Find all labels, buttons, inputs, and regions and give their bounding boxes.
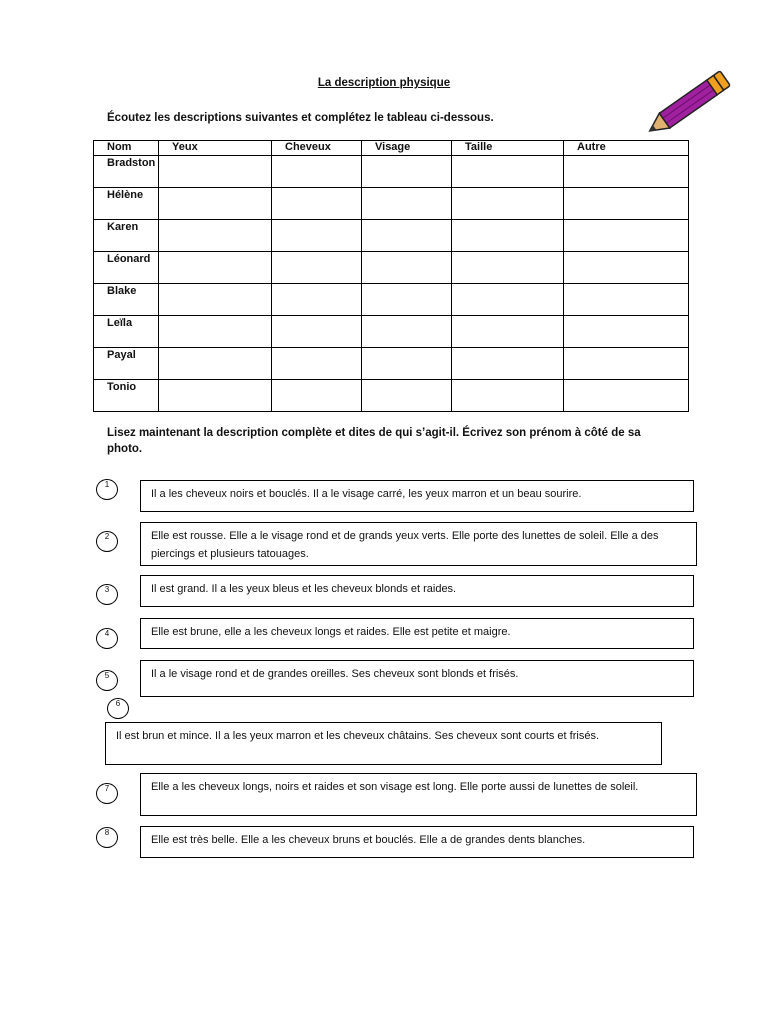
header-taille: Taille [452,141,564,156]
cell-autre[interactable] [564,188,689,220]
instruction-listen: Écoutez les descriptions suivantes et complétez le tableau ci-dessous. [107,112,494,124]
cell-cheveux[interactable] [272,252,362,284]
cell-taille[interactable] [452,348,564,380]
cell-taille[interactable] [452,252,564,284]
cell-yeux[interactable] [159,156,272,188]
cell-yeux[interactable] [159,316,272,348]
description-box: Il a les cheveux noirs et bouclés. Il a le visage carré, les yeux marron et un beau sourire. [140,480,694,512]
row-name: Blake [94,284,159,316]
answer-table [93,140,689,412]
number-circle: 4 [96,628,118,649]
row-name: Hélène [94,188,159,220]
cell-taille[interactable] [452,284,564,316]
description-box: Elle est très belle. Elle a les cheveux bruns et bouclés. Elle a de grandes dents blanches. [140,826,694,858]
cell-autre[interactable] [564,316,689,348]
cell-visage[interactable] [362,220,452,252]
header-autre: Autre [564,141,689,156]
cell-yeux[interactable] [159,252,272,284]
number-circle: 1 [96,479,118,500]
cell-taille[interactable] [452,156,564,188]
row-name: Bradston [94,156,159,188]
cell-cheveux[interactable] [272,220,362,252]
table-row [94,316,689,348]
cell-taille[interactable] [452,188,564,220]
cell-taille[interactable] [452,220,564,252]
instruction-read: Lisez maintenant la description complète et dites de qui s’agit-il. Écrivez son prénom à côté de sa photo. [107,427,641,455]
table-row [94,284,689,316]
cell-cheveux[interactable] [272,316,362,348]
cell-visage[interactable] [362,284,452,316]
cell-yeux[interactable] [159,380,272,412]
cell-visage[interactable] [362,252,452,284]
cell-cheveux[interactable] [272,156,362,188]
cell-taille[interactable] [452,380,564,412]
table-row [94,348,689,380]
number-circle: 8 [96,827,118,848]
page-title: La description physique [317,77,451,89]
description-box: Elle est brune, elle a les cheveux longs et raides. Elle est petite et maigre. [140,618,694,649]
cell-yeux[interactable] [159,188,272,220]
cell-cheveux[interactable] [272,284,362,316]
number-circle: 6 [107,698,129,719]
row-name: Payal [94,348,159,380]
cell-visage[interactable] [362,156,452,188]
cell-autre[interactable] [564,156,689,188]
table-row [94,252,689,284]
number-circle: 2 [96,531,118,552]
table-header-row [94,141,689,156]
description-box: Elle a les cheveux longs, noirs et raides et son visage est long. Elle porte aussi de lunettes de soleil. [140,773,697,816]
description-box: Elle est rousse. Elle a le visage rond et de grands yeux verts. Elle porte des lunettes de soleil. Elle a des piercings et plusieurs tatouages. [140,522,697,566]
cell-autre[interactable] [564,348,689,380]
table-row [94,380,689,412]
cell-visage[interactable] [362,188,452,220]
header-yeux: Yeux [159,141,272,156]
cell-visage[interactable] [362,380,452,412]
cell-yeux[interactable] [159,284,272,316]
cell-autre[interactable] [564,252,689,284]
cell-visage[interactable] [362,348,452,380]
row-name: Leïla [94,316,159,348]
cell-visage[interactable] [362,316,452,348]
cell-cheveux[interactable] [272,380,362,412]
pencil-icon [648,62,740,137]
cell-yeux[interactable] [159,348,272,380]
number-circle: 3 [96,584,118,605]
number-circle: 7 [96,783,118,804]
number-circle: 5 [96,670,118,691]
row-name: Tonio [94,380,159,412]
cell-yeux[interactable] [159,220,272,252]
row-name: Léonard [94,252,159,284]
table-row [94,188,689,220]
row-name: Karen [94,220,159,252]
cell-autre[interactable] [564,220,689,252]
header-visage: Visage [362,141,452,156]
table-row [94,156,689,188]
table-row [94,220,689,252]
description-box: Il a le visage rond et de grandes oreilles. Ses cheveux sont blonds et frisés. [140,660,694,697]
cell-autre[interactable] [564,284,689,316]
description-box: Il est grand. Il a les yeux bleus et les cheveux blonds et raides. [140,575,694,607]
cell-autre[interactable] [564,380,689,412]
cell-taille[interactable] [452,316,564,348]
header-nom: Nom [94,141,159,156]
cell-cheveux[interactable] [272,348,362,380]
header-cheveux: Cheveux [272,141,362,156]
cell-cheveux[interactable] [272,188,362,220]
description-box: Il est brun et mince. Il a les yeux marron et les cheveux châtains. Ses cheveux sont courts et frisés. [105,722,662,765]
